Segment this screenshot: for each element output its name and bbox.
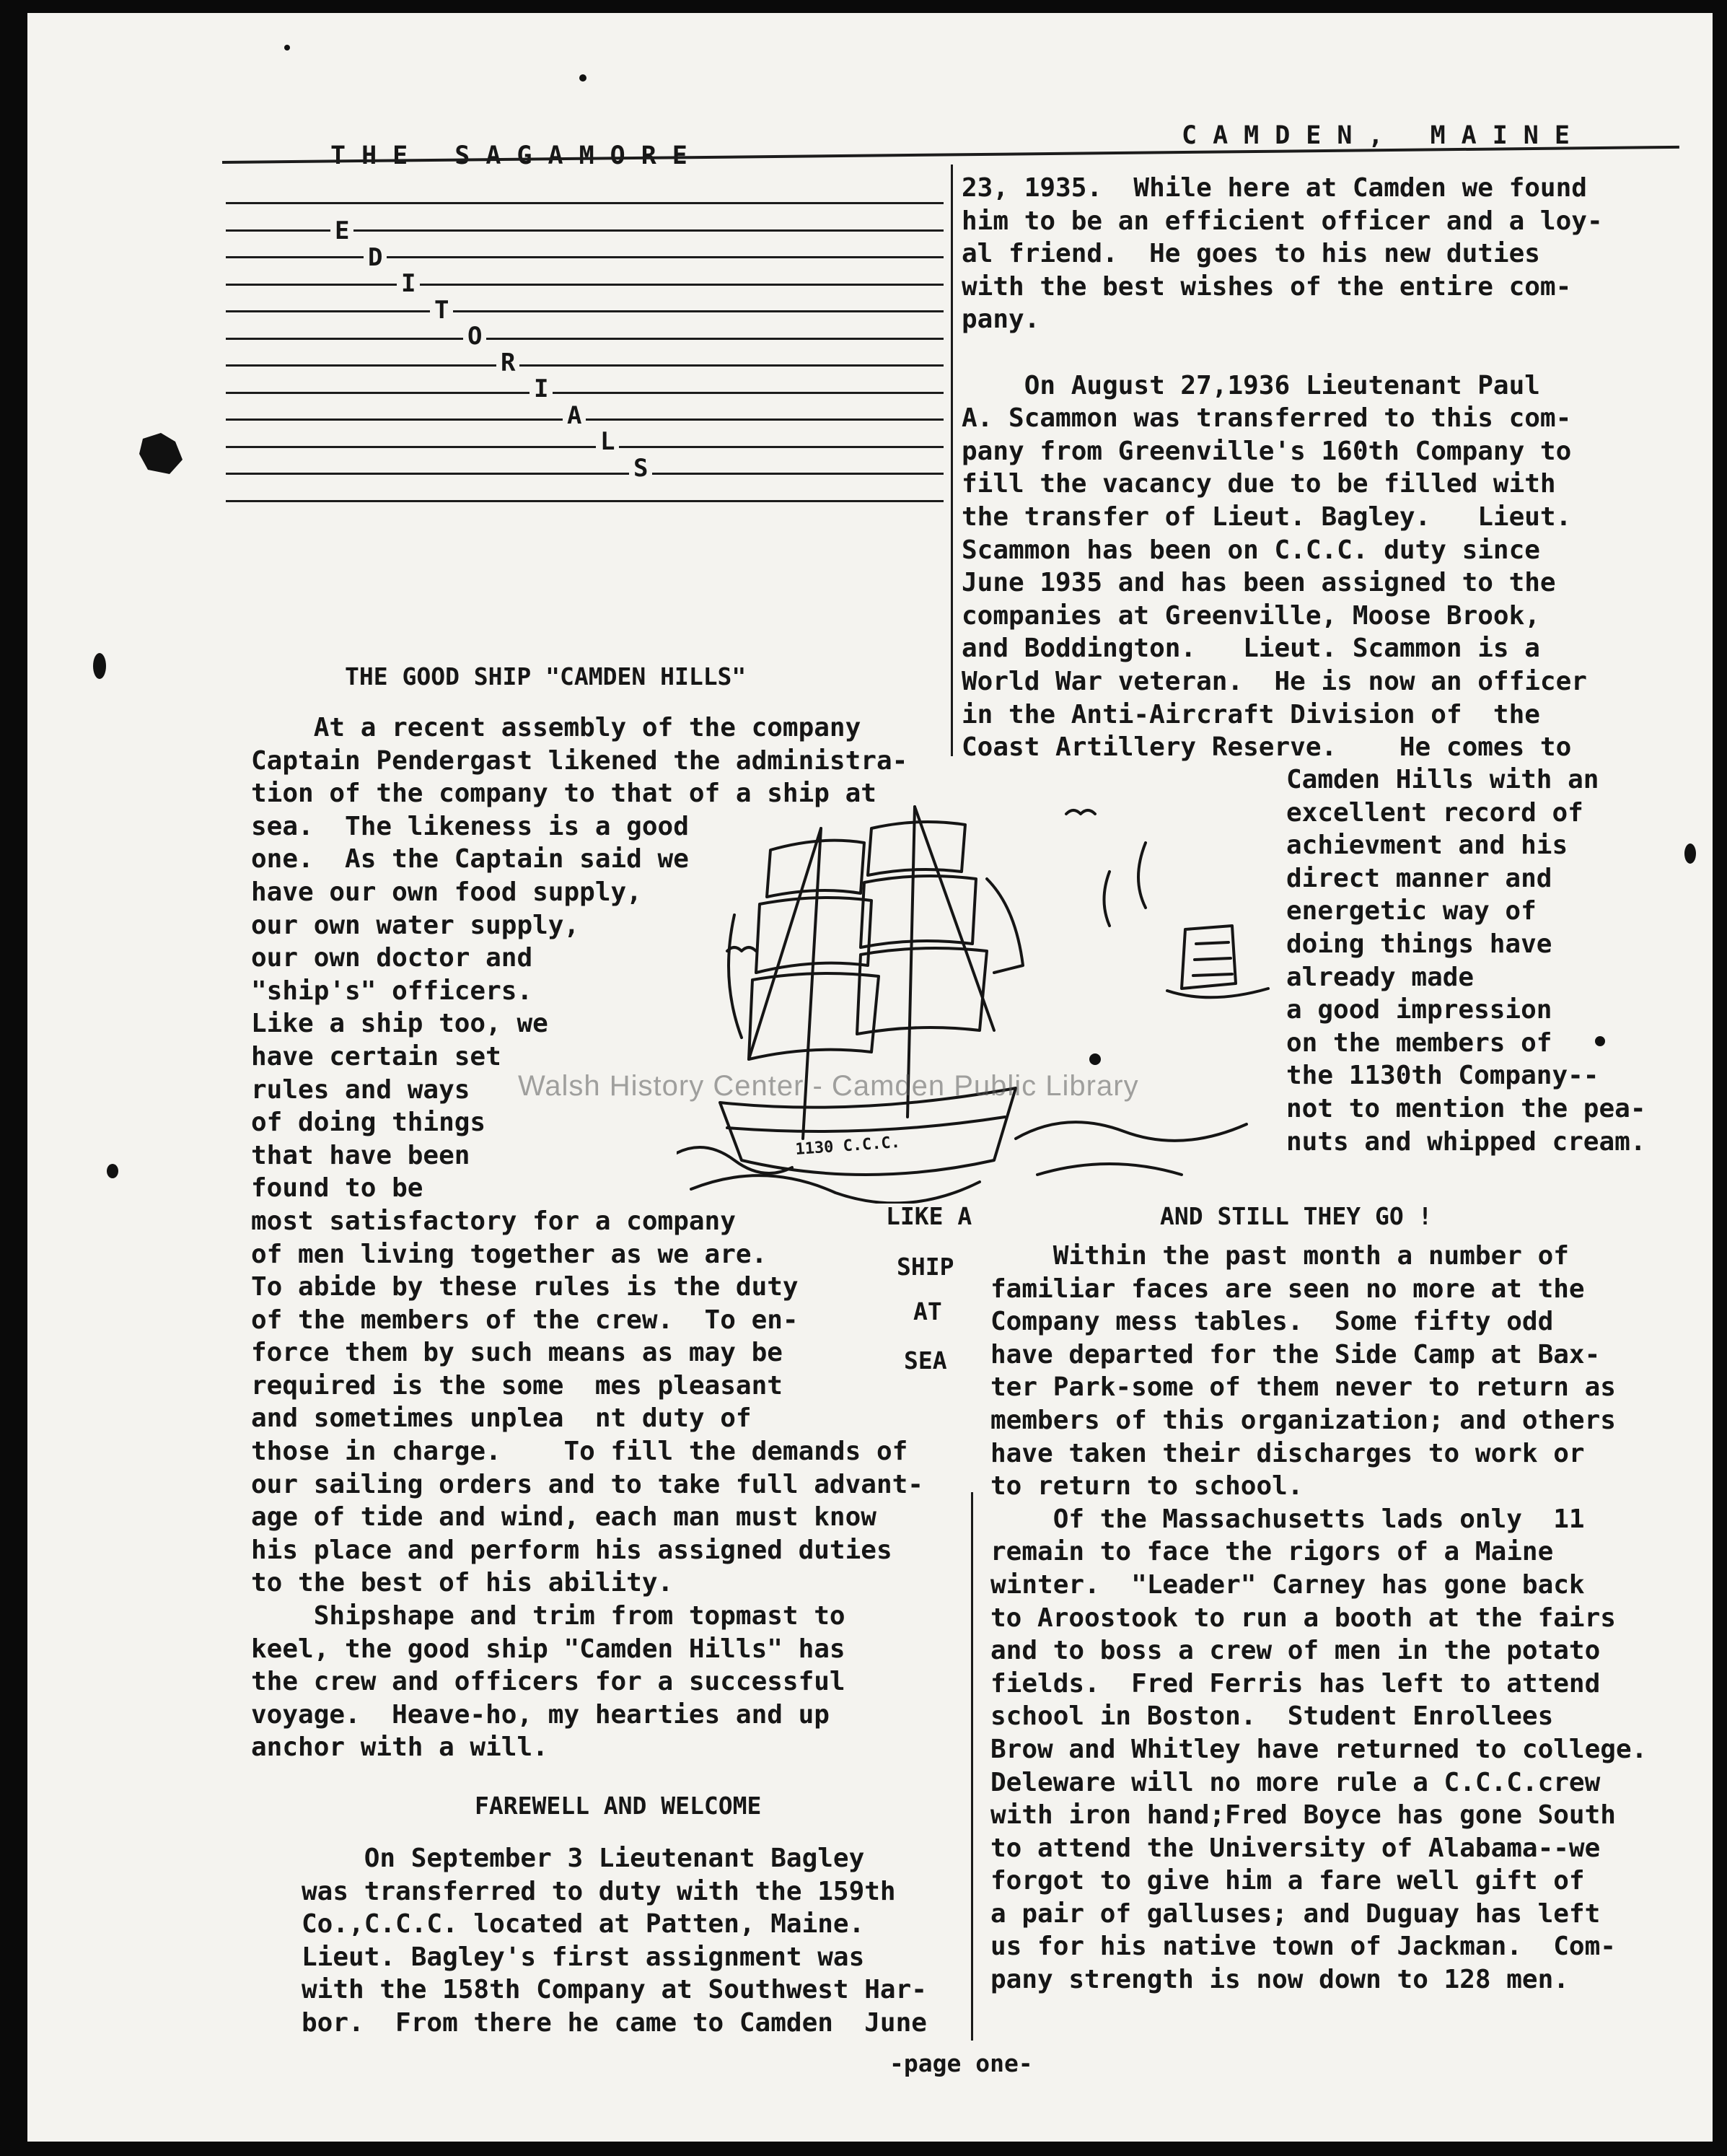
- good-ship-line: rules and ways: [251, 1074, 470, 1105]
- farewell-line: was transferred to duty with the 159th: [302, 1876, 896, 1906]
- lieutenant-line: pany from Greenville's 160th Company to: [962, 436, 1572, 466]
- masthead-location: CAMDEN, MAINE: [1182, 121, 1586, 150]
- good-ship-line: age of tide and wind, each man must know: [251, 1502, 876, 1533]
- good-ship-line: Like a ship too, we: [251, 1009, 548, 1039]
- editorial-rule-line: [226, 446, 944, 448]
- editorial-letter: L: [596, 427, 619, 456]
- still-they-go-line: school in Boston. Student Enrollees: [990, 1701, 1554, 1732]
- lieutenant-line: On August 27,1936 Lieutenant Paul: [962, 370, 1540, 400]
- good-ship-line: that have been: [251, 1140, 470, 1170]
- editorial-letter: R: [496, 349, 519, 377]
- editorial-letter: I: [529, 374, 553, 403]
- editorial-letter: S: [629, 454, 652, 483]
- good-ship-line: sea. The likeness is a good: [251, 811, 689, 841]
- still-they-go-line: ter Park-some of them never to return as: [990, 1372, 1616, 1403]
- good-ship-line: those in charge. To fill the demands of: [251, 1437, 908, 1467]
- good-ship-line: and sometimes unplea nt duty of: [251, 1403, 752, 1434]
- lieutenant-line: pany.: [962, 304, 1040, 335]
- lieutenant-line: 23, 1935. While here at Camden we found: [962, 173, 1587, 203]
- good-ship-line: most satisfactory for a company: [251, 1206, 736, 1236]
- editorial-rule-line: [226, 284, 944, 286]
- good-ship-line: of doing things: [251, 1108, 486, 1138]
- masthead-title: THE SAGAMORE: [330, 141, 703, 170]
- still-they-go-line: winter. "Leader" Carney has gone back: [990, 1569, 1585, 1600]
- good-ship-line: the crew and officers for a successful: [251, 1667, 845, 1697]
- editorial-letter: T: [430, 296, 453, 325]
- good-ship-line: his place and perform his assigned duties: [251, 1535, 892, 1565]
- lieutenant-line: and Boddington. Lieut. Scammon is a: [962, 634, 1540, 664]
- ink-stains: [27, 13, 1713, 2142]
- still-they-go-line: have taken their discharges to work or: [990, 1438, 1585, 1468]
- good-ship-line: have certain set: [251, 1041, 501, 1072]
- editorial-letter: E: [330, 216, 353, 245]
- still-they-go-line: to Aroostook to run a booth at the fairs: [990, 1603, 1616, 1633]
- farewell-line: Co.,C.C.C. located at Patten, Maine.: [302, 1909, 865, 1940]
- still-they-go-line: Deleware will no more rule a C.C.C.crew: [990, 1767, 1601, 1797]
- newsletter-page: [27, 13, 1713, 2142]
- lieutenant-line: companies at Greenville, Moose Brook,: [962, 600, 1540, 631]
- still-they-go-line: pany strength is now down to 128 men.: [990, 1965, 1569, 1995]
- editorial-rule-line: [226, 473, 944, 475]
- still-they-go-line: forgot to give him a fare well gift of: [990, 1866, 1585, 1896]
- editorial-rule-line: [226, 364, 944, 367]
- still-they-go-line: Within the past month a number of: [990, 1241, 1569, 1271]
- lieutenant-line: the transfer of Lieut. Bagley. Lieut.: [962, 501, 1572, 532]
- good-ship-line: "ship's" officers.: [251, 976, 533, 1006]
- watermark: Walsh History Center - Camden Public Library: [518, 1070, 1139, 1102]
- side-word-at: AT: [913, 1297, 942, 1325]
- editorial-letter: D: [364, 243, 387, 272]
- lieutenant-wrap-line: the 1130th Company--: [1286, 1061, 1599, 1091]
- farewell-line: bor. From there he came to Camden June: [302, 2007, 927, 2038]
- lieutenant-line: A. Scammon was transferred to this com-: [962, 403, 1572, 434]
- lieutenant-wrap-line: doing things have: [1286, 929, 1552, 959]
- editorial-rule-line: [226, 392, 944, 394]
- good-ship-line: found to be: [251, 1173, 423, 1204]
- good-ship-line: have our own food supply,: [251, 877, 642, 907]
- good-ship-line: our sailing orders and to take full advant-: [251, 1469, 923, 1499]
- farewell-line: with the 158th Company at Southwest Har-: [302, 1975, 927, 2005]
- good-ship-line: force them by such means as may be: [251, 1338, 783, 1368]
- still-they-go-line: remain to face the rigors of a Maine: [990, 1537, 1554, 1567]
- good-ship-line: anchor with a will.: [251, 1732, 548, 1763]
- lieutenant-wrap-line: a good impression: [1286, 995, 1552, 1025]
- still-they-go-line: to return to school.: [990, 1471, 1304, 1502]
- lieutenant-line: Scammon has been on C.C.C. duty since: [962, 535, 1540, 565]
- good-ship-line: To abide by these rules is the duty: [251, 1272, 799, 1302]
- side-word-sea: SEA: [904, 1346, 947, 1375]
- editorial-rule-line: [226, 310, 944, 312]
- still-they-go-line: have departed for the Side Camp at Bax-: [990, 1339, 1601, 1370]
- good-ship-line: At a recent assembly of the company: [251, 713, 861, 742]
- still-they-go-line: with iron hand;Fred Boyce has gone South: [990, 1800, 1616, 1831]
- editorial-letter: I: [397, 269, 420, 298]
- good-ship-line: voyage. Heave-ho, my hearties and up: [251, 1699, 830, 1730]
- lieutenant-line: in the Anti-Aircraft Division of the: [962, 699, 1540, 729]
- farewell-line: On September 3 Lieutenant Bagley: [302, 1844, 865, 1873]
- good-ship-line: one. As the Captain said we: [251, 844, 689, 875]
- good-ship-line: to the best of his ability.: [251, 1568, 674, 1598]
- hull-label: 1130 C.C.C.: [794, 1133, 901, 1159]
- good-ship-line: of men living together as we are.: [251, 1239, 768, 1269]
- editorial-rule-line: [226, 202, 944, 204]
- illustration-caption: LIKE A: [886, 1202, 972, 1230]
- farewell-title: FAREWELL AND WELCOME: [475, 1792, 762, 1820]
- editorial-rule-line: [226, 256, 944, 258]
- page-number: -page one-: [889, 2049, 1033, 2077]
- good-ship-line: keel, the good ship "Camden Hills" has: [251, 1634, 845, 1664]
- lieutenant-line: al friend. He goes to his new duties: [962, 239, 1540, 269]
- lieutenant-line: World War veteran. He is now an officer: [962, 666, 1587, 696]
- lieutenant-wrap-line: excellent record of: [1286, 797, 1583, 828]
- good-ship-title: THE GOOD SHIP "CAMDEN HILLS": [345, 662, 747, 691]
- good-ship-line: our own doctor and: [251, 943, 533, 973]
- lieutenant-line: Coast Artillery Reserve. He comes to: [962, 732, 1572, 763]
- good-ship-line: tion of the company to that of a ship at: [251, 779, 876, 809]
- editorial-rule-line: [226, 500, 944, 502]
- lieutenant-line: with the best wishes of the entire com-: [962, 271, 1572, 302]
- still-they-go-line: a pair of galluses; and Duguay has left: [990, 1898, 1601, 1929]
- editorial-letter: A: [563, 401, 586, 430]
- farewell-line: Lieut. Bagley's first assignment was: [302, 1942, 865, 1972]
- good-ship-line: of the members of the crew. To en-: [251, 1305, 799, 1335]
- lieutenant-line: him to be an efficient officer and a loy-: [962, 206, 1603, 236]
- still-they-go-line: us for his native town of Jackman. Com-: [990, 1932, 1616, 1962]
- good-ship-line: Shipshape and trim from topmast to: [251, 1601, 845, 1631]
- good-ship-line: required is the some mes pleasant: [251, 1370, 783, 1401]
- still-they-go-line: familiar faces are seen no more at the: [990, 1274, 1585, 1304]
- editorial-rule-line: [226, 338, 944, 340]
- still-they-go-line: and to boss a crew of men in the potato: [990, 1636, 1601, 1666]
- still-they-go-line: Brow and Whitley have returned to college.: [990, 1734, 1648, 1764]
- lieutenant-wrap-line: already made: [1286, 962, 1475, 992]
- lieutenant-wrap-line: achievment and his: [1286, 831, 1568, 861]
- lieutenant-line: June 1935 and has been assigned to the: [962, 568, 1556, 598]
- still-they-go-line: to attend the University of Alabama--we: [990, 1833, 1601, 1863]
- lieutenant-wrap-line: Camden Hills with an: [1286, 765, 1599, 794]
- lieutenant-line: fill the vacancy due to be filled with: [962, 469, 1556, 499]
- lieutenant-wrap-line: not to mention the pea-: [1286, 1093, 1646, 1123]
- still-they-go-line: fields. Fred Ferris has left to attend: [990, 1668, 1601, 1699]
- lieutenant-wrap-line: on the members of: [1286, 1027, 1552, 1058]
- good-ship-line: Captain Pendergast likened the administra-: [251, 745, 908, 776]
- side-word-ship: SHIP: [897, 1253, 954, 1281]
- lieutenant-wrap-line: nuts and whipped cream.: [1286, 1126, 1646, 1157]
- still-they-go-line: Company mess tables. Some fifty odd: [990, 1307, 1554, 1337]
- good-ship-line: our own water supply,: [251, 910, 580, 940]
- lieutenant-wrap-line: energetic way of: [1286, 896, 1537, 926]
- editorial-letter: O: [463, 322, 486, 351]
- still-they-go-line: members of this organization; and others: [990, 1405, 1616, 1435]
- still-they-go-line: Of the Massachusetts lads only 11: [990, 1504, 1585, 1534]
- still-they-go-title: AND STILL THEY GO !: [1160, 1202, 1433, 1230]
- lieutenant-wrap-line: direct manner and: [1286, 863, 1552, 893]
